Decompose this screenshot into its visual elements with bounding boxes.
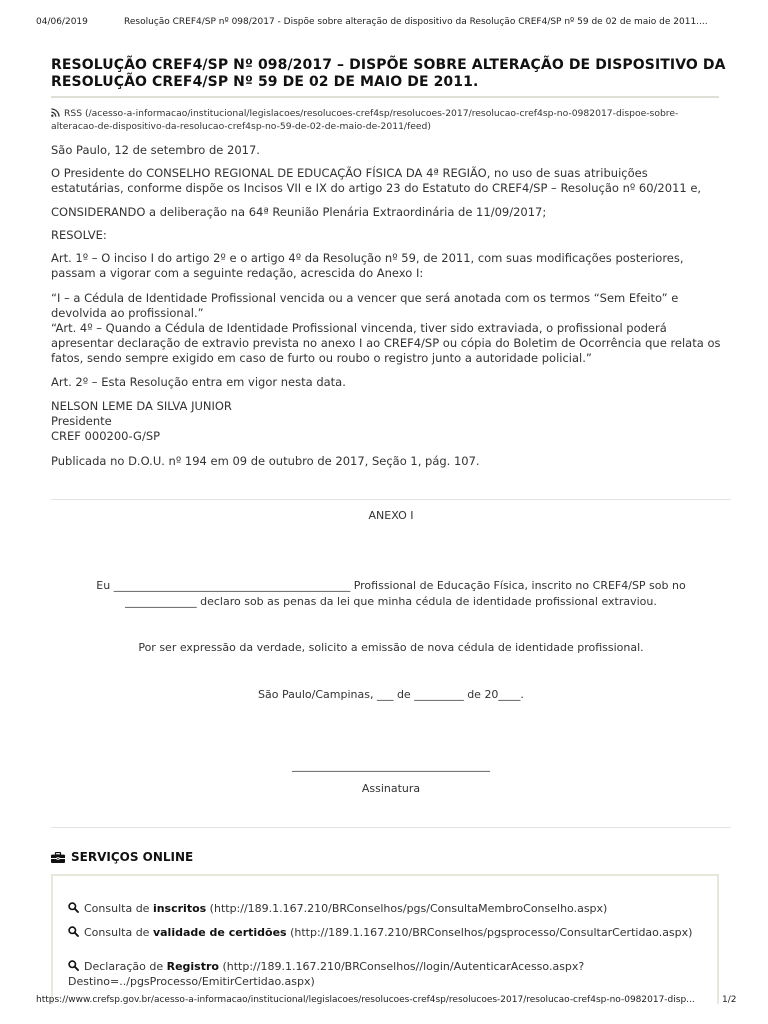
search-icon <box>68 960 79 971</box>
rss-icon <box>51 108 60 117</box>
signer-registration: CREF 000200-G/SP <box>51 429 161 443</box>
signature-label: Assinatura <box>361 782 421 795</box>
article-title: RESOLUÇÃO CREF4/SP Nº 098/2017 – DISPÕE SOBRE ALTERAÇÃO DE DISPOSITIVO DA RESOLUÇÃO CREF4/SP Nº 59 DE 02 DE MAIO DE 2011. <box>51 57 726 90</box>
signer-role: Presidente <box>51 414 112 428</box>
service-prefix: Declaração de <box>84 960 167 973</box>
services-header <box>51 850 193 864</box>
considerando: CONSIDERANDO a deliberação na 64ª Reunião Plenária Extraordinária de 11/09/2017; <box>51 205 547 219</box>
service-url[interactable]: (http://189.1.167.210/BRConselhos/pgsprocesso/ConsultarCertidao.aspx) <box>286 926 693 939</box>
print-page-number: 1/2 <box>722 995 737 1005</box>
service-keyword[interactable]: inscritos <box>152 902 207 915</box>
briefcase-icon <box>51 852 65 863</box>
annex-declaration-line-1: Eu ___________________________________________ Profissional de Educação Física, inscrito no CREF4/SP sob no <box>96 579 686 592</box>
annex-declaration-line-2: _____________ declaro sob as penas da lei que minha cédula de identidade profissional extraviou. <box>125 595 657 608</box>
rss-link-text[interactable]: RSS (/acesso-a-informacao/institucional/legislacoes/resolucoes-cref4sp/resolucoes-2017/resolucao-cref4sp-no-0982017-dispoe-sobre-alteracao-de-dispositivo-da-resolucao-cref4sp-no-59-de-02-de-maio-de-2011/feed) <box>51 108 679 132</box>
service-url[interactable]: (http://189.1.167.210/BRConselhos//login/AutenticarAcesso.aspx?Destino=../pgsProcesso/EmitirCertidao.aspx) <box>68 960 585 988</box>
service-prefix: Consulta de <box>84 902 153 915</box>
publication-note: Publicada no D.O.U. nº 194 em 09 de outubro de 2017, Seção 1, pág. 107. <box>51 454 480 468</box>
annex-request: Por ser expressão da verdade, solicito a emissão de nova cédula de identidade profissional. <box>138 641 644 654</box>
service-prefix: Consulta de <box>84 926 153 939</box>
rss-link[interactable] <box>51 107 721 133</box>
print-page-title: Resolução CREF4/SP nº 098/2017 - Dispõe sobre alteração de dispositivo da Resolução CREF4/SP nº 59 de 02 de maio de 2011.... <box>124 17 708 27</box>
services-header-label: SERVIÇOS ONLINE <box>71 850 194 864</box>
article-2: Art. 2º – Esta Resolução entra em vigor nesta data. <box>51 375 346 389</box>
service-declaracao-registro[interactable] <box>68 959 708 989</box>
annex-divider-bottom <box>51 827 731 828</box>
print-date: 04/06/2019 <box>36 17 88 27</box>
preamble: O Presidente do CONSELHO REGIONAL DE EDUCAÇÃO FÍSICA DA 4ª REGIÃO, no uso de suas atribuições estatutárias, conforme dispõe os Incisos VII e IX do artigo 23 do Estatuto do CREF4/SP – Resolução nº 60/2011 e, <box>51 166 702 195</box>
annex-title: ANEXO I <box>368 509 414 522</box>
quote-article-4: “Art. 4º – Quando a Cédula de Identidade Profissional vincenda, tiver sido extraviada, o profissional poderá apresentar declaração de extravio prevista no anexo I ao CREF4/SP ou cópia do Boletim de Ocorrência que relata os fatos, sendo sempre exigido em caso de furto ou roubo o registro junto a autoridade policial.” <box>51 321 721 365</box>
service-consulta-certidoes[interactable] <box>68 925 708 940</box>
service-keyword[interactable]: validade de certidões <box>152 926 287 939</box>
service-url[interactable]: (http://189.1.167.210/BRConselhos/pgs/ConsultaMembroConselho.aspx) <box>206 902 608 915</box>
search-icon <box>68 926 79 937</box>
place-date: São Paulo, 12 de setembro de 2017. <box>51 143 260 157</box>
article-1: Art. 1º – O inciso I do artigo 2º e o artigo 4º da Resolução nº 59, de 2011, com suas modificações posteriores, passam a vigorar com a seguinte redação, acrescida do Anexo I: <box>51 251 684 280</box>
print-footer-url: https://www.crefsp.gov.br/acesso-a-informacao/institucional/legislacoes/resolucoes-cref4sp/resolucoes-2017/resolucao-cref4sp-no-0982017-disp... <box>36 995 695 1005</box>
signer-name: NELSON LEME DA SILVA JUNIOR <box>51 399 232 413</box>
resolve: RESOLVE: <box>51 228 107 242</box>
service-keyword[interactable]: Registro <box>166 960 219 973</box>
service-consulta-inscritos[interactable] <box>68 901 708 916</box>
quote-inciso-1: “I – a Cédula de Identidade Profissional vencida ou a vencer que será anotada com os termos “Sem Efeito” e devolvida ao profissional.” <box>51 291 679 320</box>
search-icon <box>68 902 79 913</box>
title-divider <box>51 96 719 98</box>
signature-line: ____________________________________ <box>292 759 490 772</box>
annex-divider-top <box>51 499 731 500</box>
annex-place-date: São Paulo/Campinas, ___ de _________ de 20____. <box>258 688 524 701</box>
